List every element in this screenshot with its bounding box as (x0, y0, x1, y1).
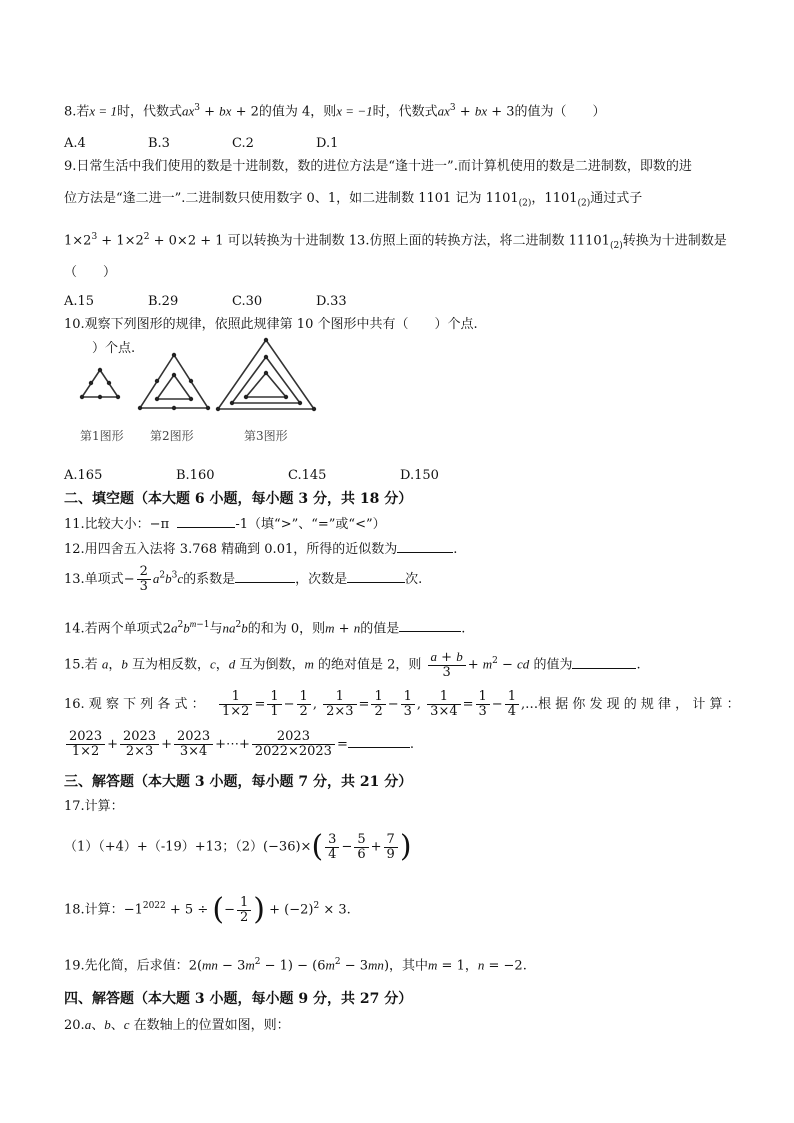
figure-3-label: 第3图形 (244, 429, 288, 443)
answer-blank[interactable] (572, 668, 636, 669)
question-8: 8.若x = 1时，代数式$ax^3$ + bx + 2的值为 4，则x = −1时，代数式$ax^3$ + bx + 3的值为（ ） (64, 103, 606, 120)
figure-1-triangle (82, 370, 118, 397)
question-9-line2: 位方法是“逢二进一”.二进制数只使用数字 0、1，如二进制数 1101 记为 $1101_{(2)}$，$1101_{(2)}$通过式子 (64, 191, 643, 209)
answer-blank[interactable] (348, 747, 410, 748)
figure-2-outer-triangle (140, 355, 208, 408)
question-10-line2: ）个点. (92, 341, 136, 356)
question-19: 19.先化简，后求值：$2(mn - 3m^2 - 1) - (6m^2 - 3mn)$，其中m = 1，n = −2. (64, 957, 527, 974)
option-d: D.150 (400, 468, 439, 483)
option-c: C.2 (232, 136, 254, 151)
option-b: B.29 (148, 294, 179, 309)
option-a: A.4 (64, 136, 86, 151)
question-17-body: （1）（+4）+（-19）+13；（2）(−36)×( $\frac{3}{4}$ − $\frac{5}{6}$ + $\frac{7}{9}$ ) (64, 829, 412, 864)
answer-blank[interactable] (235, 582, 295, 583)
figure-1-label: 第1图形 (80, 429, 124, 443)
question-11: 11.比较大小：−π -1（填“>”、“=”或“<”） (64, 517, 386, 532)
answer-blank[interactable] (347, 582, 405, 583)
figure-3-middle-triangle (232, 357, 300, 403)
answer-blank[interactable] (399, 631, 461, 632)
option-d: D.33 (316, 294, 347, 309)
question-10-line1: 10.观察下列图形的规律，依照此规律第 10 个图形中共有（ ）个点. (64, 317, 478, 332)
question-16-line1: 16. 观 察 下 列 各 式 ： $\frac{1}{1\times 2}$ = $\frac{1}{1}$ − $\frac{1}{2}$ , $\frac{1}{2\times 3}$ = $\frac{1}{2}$ − $\frac{1}{3}$ , $\frac{1}{3\times 4}$ = $\frac{1}{3}$ − $\frac{1}{4}$ ,…根 据 你 发 现 的 规 律 ， 计 算 ： (64, 689, 740, 719)
section-3-heading: 三、解答题（本大题 3 小题，每小题 7 分，共 21 分） (64, 774, 413, 790)
answer-blank[interactable] (397, 552, 453, 553)
section-2-heading: 二、填空题（本大题 6 小题，每小题 3 分，共 18 分） (64, 491, 413, 507)
question-13: 13.单项式− $\frac{2}{3}$ $a^2b^3c$的系数是 ，次数是 次. (64, 564, 423, 594)
option-c: C.145 (288, 468, 327, 483)
question-15: 15.若 a，b 互为相反数，c，d 互为倒数，m 的绝对值是 2，则 $\frac{a + b}{3}$ + $m^2$ − cd 的值为 . (64, 649, 641, 680)
figure-2-label: 第2图形 (150, 429, 194, 443)
section-4-heading: 四、解答题（本大题 3 小题，每小题 9 分，共 27 分） (64, 991, 413, 1007)
option-a: A.165 (64, 468, 103, 483)
option-d: D.1 (316, 136, 339, 151)
question-9-line3: $1\times 2^3 + 1\times 2^2 + 0\times 2 + 1$ 可以转换为十进制数 13.仿照上面的转换方法，将二进制数 $11101_{(2)}$转换为十进制数是 (64, 232, 727, 251)
answer-blank[interactable] (177, 527, 235, 528)
option-c: C.30 (232, 294, 263, 309)
question-9-paren: （ ） (64, 265, 117, 280)
question-17-title: 17.计算： (64, 799, 124, 814)
question-16-line2: $\frac{2023}{1\times 2}$ + $\frac{2023}{2\times 3}$ + $\frac{2023}{3\times 4}$ +⋯+ $\frac{2023}{2022\times 2023}$ = . (64, 730, 414, 759)
option-a: A.15 (64, 294, 95, 309)
question-18: 18.计算：$-1^{2022} + 5$ ÷ (− $\frac{1}{2}$ ) + $(-2)^2 \times 3$. (64, 892, 351, 927)
question-20: 20.a、b、c 在数轴上的位置如图，则： (64, 1017, 290, 1033)
question-14: 14.若两个单项式$2a^2b^{m-1}$与$na^2b$的和为 0，则m + n的值是 . (64, 619, 466, 637)
figure-2-inner-triangle (157, 375, 191, 399)
question-12: 12.用四舍五入法将 3.768 精确到 0.01，所得的近似数为 . (64, 542, 458, 557)
option-b: B.160 (176, 468, 215, 483)
question-9-line1: 9.日常生活中我们使用的数是十进制数，数的进位方法是“逢十进一”.而计算机使用的数是二进制数，即数的进 (64, 159, 692, 174)
option-b: B.3 (148, 136, 170, 151)
